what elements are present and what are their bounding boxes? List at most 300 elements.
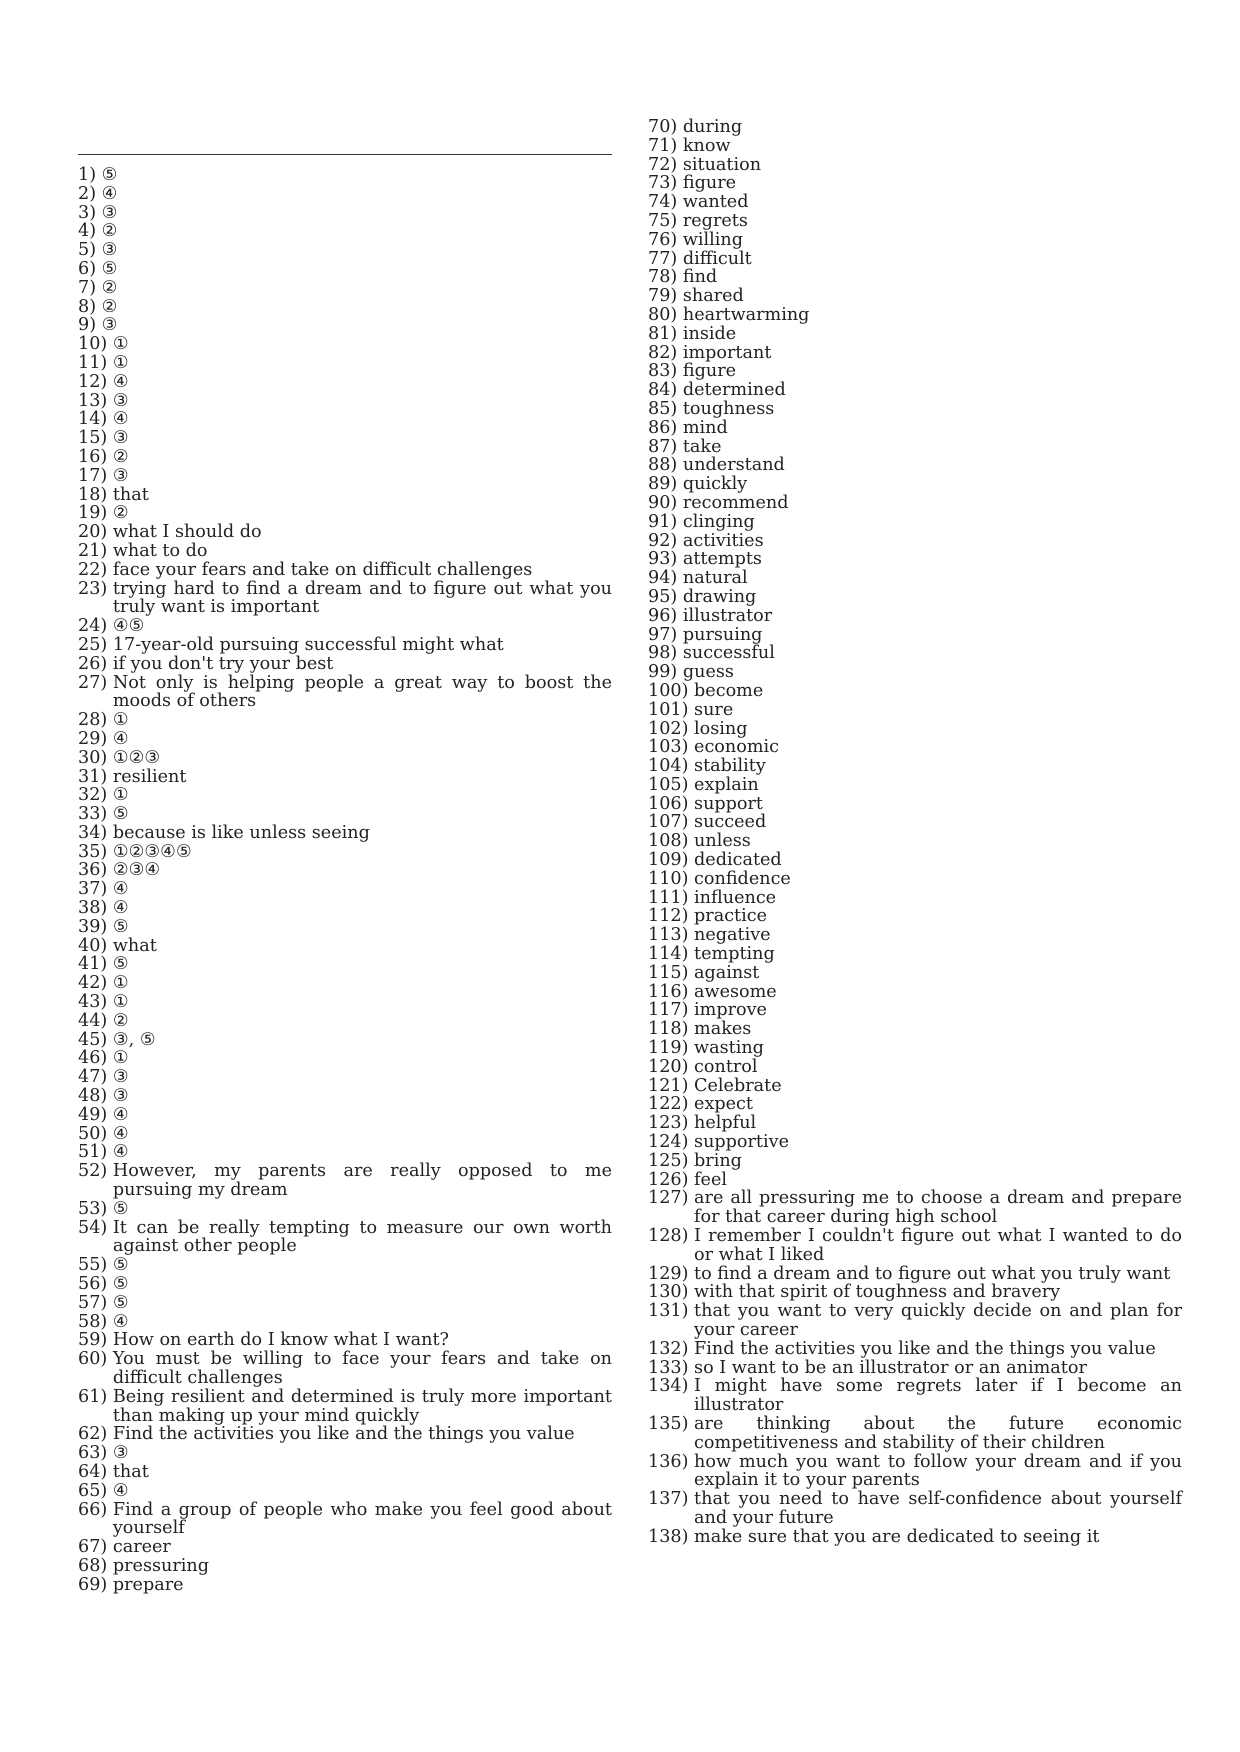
answer-text: important (682, 342, 772, 363)
answer-number: 80) (648, 304, 683, 325)
answer-item (648, 1453, 1182, 1491)
answer-number: 79) (648, 286, 683, 307)
answer-text: ⑤ (112, 1292, 129, 1313)
answer-item (78, 504, 612, 523)
answer-text: clinging (682, 511, 755, 532)
answer-item (648, 400, 1182, 419)
answer-number: 11) (78, 352, 113, 373)
answer-text: ④ (112, 1123, 129, 1144)
answer-text: attempts (682, 549, 762, 570)
answer-text: are thinking about the future economic competitiveness and stability of their children (694, 1413, 1182, 1453)
answer-item (648, 945, 1182, 964)
answer-item (648, 964, 1182, 983)
answer-number: 117) (648, 1000, 695, 1021)
answer-text: ② (112, 1010, 129, 1031)
answer-text: You must be willing to face your fears and take on difficult challenges (112, 1349, 612, 1388)
answer-item (78, 1501, 612, 1539)
answer-number: 73) (648, 173, 683, 194)
answer-text: confidence (694, 868, 791, 889)
answer-item (78, 1031, 612, 1050)
answer-column-right (648, 118, 1182, 1547)
answer-text: support (694, 793, 764, 814)
answer-number: 121) (648, 1075, 695, 1096)
answer-number: 18) (78, 484, 113, 505)
answer-item (648, 870, 1182, 889)
answer-text: situation (682, 154, 762, 175)
answer-number: 19) (78, 503, 113, 524)
answer-number: 44) (78, 1010, 113, 1031)
answer-item (648, 494, 1182, 513)
answer-number: 34) (78, 822, 113, 843)
answer-text: ④ (112, 1104, 129, 1125)
answer-number: 38) (78, 898, 113, 919)
answer-number: 75) (648, 210, 683, 231)
answer-text: ③ (112, 1086, 129, 1107)
answer-item (78, 1012, 612, 1031)
answer-number: 5) (78, 240, 102, 261)
answer-text: expect (694, 1094, 753, 1115)
answer-item (648, 832, 1182, 851)
answer-text: ④ (112, 1480, 129, 1501)
answer-item (648, 757, 1182, 776)
answer-item (78, 805, 612, 824)
answer-item (648, 1490, 1182, 1528)
answer-text: figure (682, 361, 737, 382)
answer-item (78, 166, 612, 185)
answer-text: find (682, 267, 718, 288)
answer-item (648, 513, 1182, 532)
answer-number: 132) (648, 1338, 695, 1359)
answer-item (78, 786, 612, 805)
answer-item (78, 1049, 612, 1068)
answer-item (78, 279, 612, 298)
answer-text: quickly (682, 474, 748, 495)
answer-number: 120) (648, 1056, 695, 1077)
answer-item (78, 636, 612, 655)
answer-number: 62) (78, 1424, 113, 1445)
answer-text: awesome (694, 981, 777, 1002)
answer-item (78, 316, 612, 335)
answer-number: 35) (78, 841, 113, 862)
answer-text: wanted (682, 192, 749, 213)
answer-item (78, 749, 612, 768)
answer-item (78, 1557, 612, 1576)
answer-text: ① (112, 710, 129, 731)
answer-text: succeed (694, 812, 767, 833)
answer-number: 95) (648, 586, 683, 607)
answer-number: 113) (648, 925, 695, 946)
answer-number: 126) (648, 1169, 695, 1190)
answer-item (648, 268, 1182, 287)
answer-text: However, my parents are really opposed to me pursuing my dream (112, 1161, 612, 1201)
answer-text: career (112, 1537, 171, 1558)
answer-item (78, 1350, 612, 1388)
answer-number: 91) (648, 511, 683, 532)
answer-number: 33) (78, 804, 113, 825)
answer-number: 6) (78, 258, 102, 279)
answer-text: Find the activities you like and the things you value (112, 1424, 575, 1445)
answer-text: ③ (112, 428, 129, 449)
answer-text: during (682, 117, 743, 137)
answer-number: 63) (78, 1443, 113, 1464)
answer-item (78, 1162, 612, 1200)
answer-item (78, 1294, 612, 1313)
answer-item (78, 1463, 612, 1482)
answer-text: ① (112, 352, 129, 373)
answer-number: 23) (78, 578, 113, 599)
answer-text: ② (112, 446, 129, 467)
answer-text: drawing (682, 586, 757, 607)
answer-text: guess (682, 662, 734, 683)
answer-text: willing (682, 229, 744, 250)
answer-number: 85) (648, 398, 683, 419)
answer-text: ④ (101, 183, 118, 204)
answer-item (78, 241, 612, 260)
answer-text: How on earth do I know what I want? (112, 1330, 449, 1351)
answer-number: 21) (78, 540, 113, 561)
answer-number: 68) (78, 1555, 113, 1576)
answer-item (78, 392, 612, 411)
answer-text: that (112, 1461, 149, 1482)
answer-text: unless (694, 831, 751, 852)
answer-number: 105) (648, 774, 695, 795)
answer-number: 13) (78, 390, 113, 411)
answer-number: 36) (78, 860, 113, 881)
answer-number: 133) (648, 1357, 695, 1378)
answer-item (648, 438, 1182, 457)
answer-text: heartwarming (682, 304, 810, 325)
answer-text: become (694, 680, 764, 701)
answer-item (648, 118, 1182, 137)
answer-item (648, 381, 1182, 400)
answer-text: ② (101, 296, 118, 317)
answer-number: 111) (648, 887, 695, 908)
answer-item (648, 569, 1182, 588)
answer-item (648, 1283, 1182, 1302)
answer-text: if you don't try your best (112, 653, 334, 674)
answer-number: 58) (78, 1311, 113, 1332)
answer-number: 32) (78, 785, 113, 806)
answer-number: 51) (78, 1142, 113, 1163)
answer-item (648, 362, 1182, 381)
answer-number: 20) (78, 522, 113, 543)
answer-number: 14) (78, 409, 113, 430)
answer-number: 24) (78, 616, 113, 637)
answer-number: 93) (648, 549, 683, 570)
answer-number: 66) (78, 1499, 113, 1520)
answer-number: 90) (648, 492, 683, 513)
answer-number: 78) (648, 267, 683, 288)
answer-text: Find a group of people who make you feel good about yourself (112, 1499, 612, 1539)
answer-text: ① (112, 973, 129, 994)
answer-text: ④ (112, 898, 129, 919)
answer-item (78, 373, 612, 392)
answer-text: successful (682, 643, 775, 664)
answer-text: ②③④ (112, 860, 161, 881)
answer-number: 110) (648, 868, 695, 889)
answer-number: 48) (78, 1086, 113, 1107)
answer-number: 56) (78, 1274, 113, 1295)
answer-text: ④ (112, 728, 129, 749)
answer-text: ⑤ (112, 804, 129, 825)
answer-number: 118) (648, 1019, 695, 1040)
answer-item (78, 768, 612, 787)
answer-text: ⑤ (101, 165, 118, 185)
answer-text: pressuring (112, 1555, 209, 1576)
answer-text: practice (694, 906, 768, 927)
answer-item (648, 156, 1182, 175)
answer-item (78, 1106, 612, 1125)
answer-number: 29) (78, 728, 113, 749)
answer-number: 137) (648, 1489, 695, 1510)
answer-item (78, 1538, 612, 1557)
answer-text: ③ (112, 1443, 129, 1464)
answer-number: 89) (648, 474, 683, 495)
answer-text: helpful (694, 1113, 757, 1134)
answer-text: ③ (112, 390, 129, 411)
answer-text: sure (694, 699, 734, 720)
answer-text: Being resilient and determined is truly more important than making up your mind quickly (112, 1386, 612, 1426)
answer-text: ④⑤ (112, 616, 145, 637)
answer-item (78, 1576, 612, 1595)
answer-number: 88) (648, 455, 683, 476)
answer-item (648, 1058, 1182, 1077)
answer-item (78, 1143, 612, 1162)
answer-number: 70) (648, 117, 683, 137)
answer-item (78, 1482, 612, 1501)
answer-text: ③ (112, 1067, 129, 1088)
answer-text: ④ (112, 1311, 129, 1332)
answer-item (78, 711, 612, 730)
answer-item (78, 899, 612, 918)
answer-item (78, 1219, 612, 1257)
answer-item (648, 983, 1182, 1002)
answer-number: 123) (648, 1113, 695, 1134)
answer-number: 4) (78, 221, 102, 242)
answer-number: 69) (78, 1574, 113, 1595)
answer-text: ① (112, 785, 129, 806)
answer-number: 99) (648, 662, 683, 683)
answer-text: natural (682, 568, 748, 589)
answer-item (648, 1227, 1182, 1265)
answer-number: 41) (78, 954, 113, 975)
answer-number: 97) (648, 624, 683, 645)
answer-item (648, 701, 1182, 720)
answer-text: pursuing (682, 624, 763, 645)
answer-number: 72) (648, 154, 683, 175)
answer-item (648, 607, 1182, 626)
answer-text: ③ (101, 240, 118, 261)
answer-item (648, 851, 1182, 870)
answer-text: makes (694, 1019, 752, 1040)
answer-number: 106) (648, 793, 695, 814)
answer-item (78, 204, 612, 223)
answer-text: Celebrate (694, 1075, 782, 1096)
answer-text: shared (682, 286, 744, 307)
answer-item (78, 1388, 612, 1426)
answer-item (78, 1200, 612, 1219)
answer-number: 116) (648, 981, 695, 1002)
answer-number: 108) (648, 831, 695, 852)
answer-item (648, 1133, 1182, 1152)
answer-item (78, 222, 612, 241)
answer-item (78, 185, 612, 204)
answer-item (78, 486, 612, 505)
answer-item (648, 475, 1182, 494)
answer-number: 22) (78, 559, 113, 580)
answer-item (648, 1528, 1182, 1547)
answer-text: ①②③ (112, 747, 161, 768)
answer-item (648, 1039, 1182, 1058)
answer-item (648, 907, 1182, 926)
answer-text: that you want to very quickly decide on and plan for your career (694, 1301, 1182, 1340)
answer-number: 127) (648, 1188, 695, 1209)
answer-item (78, 467, 612, 486)
answer-item (648, 1265, 1182, 1284)
answer-number: 65) (78, 1480, 113, 1501)
answer-item (78, 1331, 612, 1350)
answer-item (78, 448, 612, 467)
answer-number: 52) (78, 1161, 113, 1182)
answer-item (78, 1068, 612, 1087)
answer-text: ② (112, 503, 129, 524)
answer-column-left (78, 166, 612, 1595)
answer-text: tempting (694, 944, 775, 965)
answer-item (78, 880, 612, 899)
answer-item (648, 1377, 1182, 1415)
answer-text: wasting (694, 1038, 764, 1059)
answer-text: determined (682, 380, 786, 401)
answer-text: stability (694, 756, 766, 777)
answer-item (78, 993, 612, 1012)
answer-text: losing (694, 718, 748, 739)
answer-item (648, 720, 1182, 739)
answer-number: 128) (648, 1226, 695, 1247)
answer-number: 59) (78, 1330, 113, 1351)
answer-text: mind (682, 417, 728, 438)
header-rule (78, 154, 612, 155)
answer-item (78, 580, 612, 618)
answer-text: ⑤ (112, 1198, 129, 1219)
answer-item (78, 1425, 612, 1444)
answer-item (648, 1152, 1182, 1171)
answer-number: 46) (78, 1048, 113, 1069)
answer-item (78, 561, 612, 580)
answer-item (648, 193, 1182, 212)
answer-text: toughness (682, 398, 775, 419)
answer-text: so I want to be an illustrator or an animator (694, 1357, 1087, 1378)
answer-text: ① (112, 992, 129, 1013)
answer-text: trying hard to find a dream and to figure out what you truly want is important (112, 578, 612, 618)
answer-number: 7) (78, 277, 102, 298)
answer-item (78, 1313, 612, 1332)
answer-number: 103) (648, 737, 695, 758)
answer-text: ⑤ (112, 954, 129, 975)
answer-text: ④ (112, 879, 129, 900)
answer-text: feel (694, 1169, 728, 1190)
answer-number: 26) (78, 653, 113, 674)
answer-number: 31) (78, 766, 113, 787)
answer-item (648, 738, 1182, 757)
answer-number: 43) (78, 992, 113, 1013)
answer-item (648, 1302, 1182, 1340)
answer-text: figure (682, 173, 737, 194)
answer-text: what (112, 935, 157, 956)
answer-text: understand (682, 455, 785, 476)
answer-text: dedicated (694, 850, 782, 871)
answer-text: bring (694, 1150, 742, 1171)
answer-text: against (694, 962, 760, 983)
answer-number: 83) (648, 361, 683, 382)
answer-item (78, 617, 612, 636)
answer-item (648, 1359, 1182, 1378)
answer-number: 47) (78, 1067, 113, 1088)
answer-number: 12) (78, 371, 113, 392)
answer-text: ④ (112, 1142, 129, 1163)
answer-text: economic (694, 737, 779, 758)
answer-item (648, 926, 1182, 945)
answer-number: 96) (648, 605, 683, 626)
answer-item (648, 776, 1182, 795)
answer-text: improve (694, 1000, 767, 1021)
answer-text: regrets (682, 210, 748, 231)
answer-text: inside (682, 323, 737, 344)
answer-number: 131) (648, 1301, 695, 1322)
answer-text: how much you want to follow your dream and if you explain it to your parents (694, 1451, 1182, 1491)
answer-item (648, 325, 1182, 344)
answer-item (648, 1020, 1182, 1039)
answer-text: ④ (112, 371, 129, 392)
answer-number: 134) (648, 1376, 695, 1397)
answer-item (648, 419, 1182, 438)
answer-number: 100) (648, 680, 695, 701)
answer-number: 109) (648, 850, 695, 871)
answer-number: 30) (78, 747, 113, 768)
answer-item (648, 212, 1182, 231)
answer-text: I might have some regrets later if I become an illustrator (694, 1376, 1182, 1416)
answer-item (648, 813, 1182, 832)
answer-number: 39) (78, 916, 113, 937)
answer-number: 45) (78, 1029, 113, 1050)
answer-number: 84) (648, 380, 683, 401)
answer-number: 50) (78, 1123, 113, 1144)
answer-item (78, 1444, 612, 1463)
answer-text: ⑤ (112, 916, 129, 937)
answer-text: face your fears and take on difficult challenges (112, 559, 533, 580)
answer-text: ③, ⑤ (112, 1029, 156, 1050)
answer-text: are all pressuring me to choose a dream and prepare for that career during high school (694, 1188, 1182, 1228)
answer-number: 76) (648, 229, 683, 250)
answer-number: 17) (78, 465, 113, 486)
answer-number: 98) (648, 643, 683, 664)
answer-text: difficult (682, 248, 752, 269)
answer-item (648, 250, 1182, 269)
answer-number: 25) (78, 634, 113, 655)
answer-number: 54) (78, 1217, 113, 1238)
answer-number: 119) (648, 1038, 695, 1059)
answer-text: supportive (694, 1132, 789, 1153)
answer-number: 87) (648, 436, 683, 457)
answer-item (78, 542, 612, 561)
answer-text: resilient (112, 766, 187, 787)
answer-text: take (682, 436, 722, 457)
answer-number: 94) (648, 568, 683, 589)
answer-number: 112) (648, 906, 695, 927)
answer-number: 57) (78, 1292, 113, 1313)
answer-number: 122) (648, 1094, 695, 1115)
answer-text: because is like unless seeing (112, 822, 370, 843)
answer-number: 71) (648, 135, 683, 156)
